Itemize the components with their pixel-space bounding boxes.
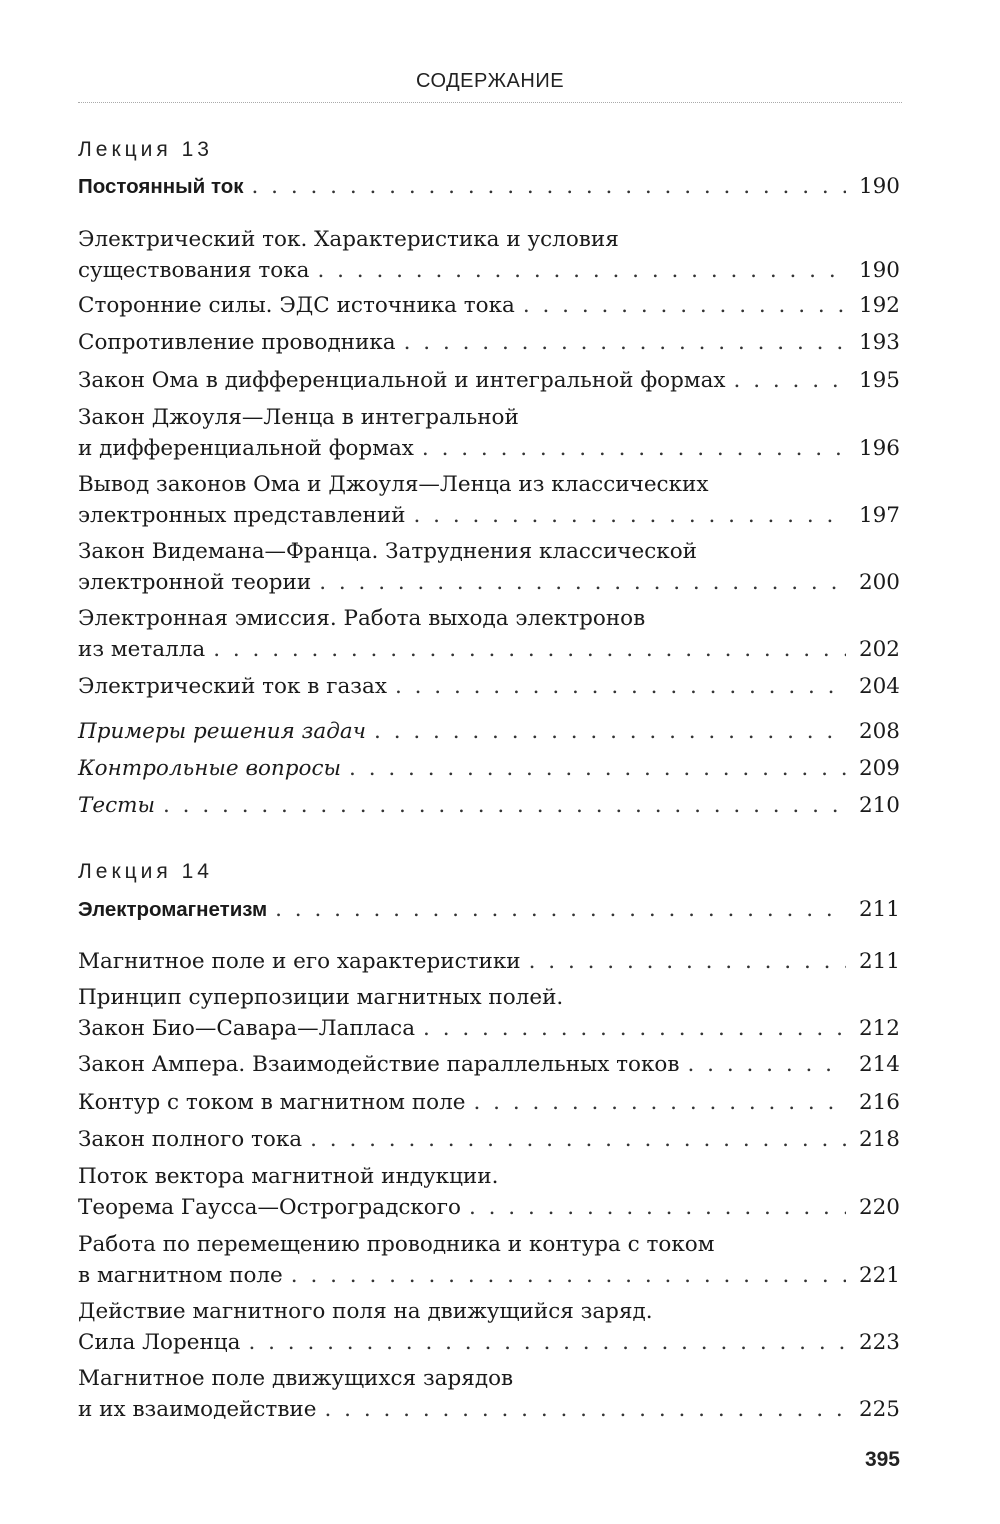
chapter-13-entry[interactable]: [78, 171, 900, 202]
toc-extra-entry[interactable]: [78, 790, 900, 821]
leader-dots: [688, 1049, 847, 1080]
chapter-title: Электромагнетизм: [78, 898, 268, 921]
leader-dots: [469, 1192, 846, 1223]
toc-entry[interactable]: [78, 1049, 900, 1080]
toc-extra-entry[interactable]: [78, 753, 900, 784]
entry-title: Электрический ток в газах: [78, 674, 387, 699]
page-ref: 195: [858, 368, 900, 393]
leader-dots: [213, 634, 846, 665]
toc-entry[interactable]: [78, 469, 900, 531]
leader-dots: [291, 1260, 846, 1291]
entry-title-line2: в магнитном поле: [78, 1263, 283, 1288]
page-ref: 209: [858, 756, 900, 781]
toc-entry[interactable]: [78, 982, 900, 1044]
page-ref: 190: [858, 258, 900, 283]
entry-title-line1: Работа по перемещению проводника и контура с током: [78, 1232, 715, 1257]
leader-dots: [319, 567, 846, 598]
entry-title-line1: Магнитное поле движущихся зарядов: [78, 1366, 514, 1391]
page-ref: 221: [858, 1263, 900, 1288]
entry-title: Контур с током в магнитном поле: [78, 1090, 466, 1115]
entry-title-line1: Закон Видемана—Франца. Затруднения классической: [78, 539, 697, 564]
leader-dots: [248, 1327, 846, 1358]
page-ref: 200: [858, 570, 900, 595]
entry-title-line2: и дифференциальной формах: [78, 436, 414, 461]
page-ref: 211: [858, 949, 900, 974]
chapter-14-entry[interactable]: [78, 894, 900, 925]
toc-entry[interactable]: [78, 1363, 900, 1425]
page-header: СОДЕРЖАНИЕ: [415, 70, 565, 92]
page-ref: 208: [858, 719, 900, 744]
toc-entry[interactable]: [78, 603, 900, 665]
entry-title: Сторонние силы. ЭДС источника тока: [78, 293, 515, 318]
page-ref: 220: [858, 1195, 900, 1220]
toc-entry[interactable]: [78, 536, 900, 598]
leader-dots: [474, 1087, 847, 1118]
leader-dots: [163, 790, 846, 821]
page-ref: 197: [858, 503, 900, 528]
leader-dots: [413, 500, 846, 531]
leader-dots: [529, 946, 846, 977]
leader-dots: [324, 1394, 846, 1425]
entry-title-line2: из металла: [78, 637, 206, 662]
entry-title-line1: Электронная эмиссия. Работа выхода электронов: [78, 606, 646, 631]
entry-title-line2: электронной теории: [78, 570, 312, 595]
entry-title-line2: и их взаимодействие: [78, 1397, 317, 1422]
toc-entry[interactable]: [78, 224, 900, 286]
entry-title-line2: электронных представлений: [78, 503, 406, 528]
leader-dots: [734, 365, 846, 396]
page-ref: 190: [858, 174, 900, 199]
toc-entry[interactable]: [78, 1087, 900, 1118]
toc-entry[interactable]: [78, 365, 900, 396]
toc-entry[interactable]: [78, 1161, 900, 1223]
leader-dots: [395, 671, 846, 702]
lecture-14-label: Лекция 14: [78, 860, 213, 883]
page-ref: 214: [858, 1052, 900, 1077]
toc-entry[interactable]: [78, 402, 900, 464]
toc-entry[interactable]: [78, 671, 900, 702]
leader-dots: [349, 753, 846, 784]
entry-title-line2: Закон Био—Савара—Лапласа: [78, 1016, 416, 1041]
entry-title: Закон Ома в дифференциальной и интегральной формах: [78, 368, 726, 393]
leader-dots: [523, 290, 846, 321]
toc-entry[interactable]: [78, 1124, 900, 1155]
leader-dots: [423, 1013, 846, 1044]
page-number: 395: [864, 1448, 900, 1471]
toc-entry[interactable]: [78, 1296, 900, 1358]
lecture-13-label: Лекция 13: [78, 138, 213, 161]
entry-title-line1: Принцип суперпозиции магнитных полей.: [78, 985, 564, 1010]
entry-title: Магнитное поле и его характеристики: [78, 949, 521, 974]
toc-entry[interactable]: [78, 946, 900, 977]
entry-title-line1: Вывод законов Ома и Джоуля—Ленца из классических: [78, 472, 709, 497]
extra-title: Контрольные вопросы: [78, 756, 342, 781]
page-ref: 218: [858, 1127, 900, 1152]
page-ref: 202: [858, 637, 900, 662]
leader-dots: [310, 1124, 846, 1155]
leader-dots: [252, 171, 847, 202]
page-ref: 212: [858, 1016, 900, 1041]
chapter-title: Постоянный ток: [78, 175, 244, 198]
toc-entry[interactable]: [78, 1229, 900, 1291]
page-ref: 211: [858, 897, 900, 922]
leader-dots: [317, 255, 846, 286]
page-ref: 204: [858, 674, 900, 699]
page-ref: 196: [858, 436, 900, 461]
page-ref: 193: [858, 330, 900, 355]
page-ref: 192: [858, 293, 900, 318]
leader-dots: [275, 894, 846, 925]
header-divider: [78, 102, 902, 103]
entry-title-line2: Теорема Гаусса—Остроградского: [78, 1195, 461, 1220]
toc-entry[interactable]: [78, 327, 900, 358]
page-ref: 225: [858, 1397, 900, 1422]
entry-title: Закон полного тока: [78, 1127, 303, 1152]
entry-title-line1: Поток вектора магнитной индукции.: [78, 1164, 499, 1189]
extra-title: Тесты: [78, 793, 156, 818]
page-ref: 210: [858, 793, 900, 818]
entry-title-line1: Действие магнитного поля на движущийся заряд.: [78, 1299, 653, 1324]
entry-title-line2: существования тока: [78, 258, 310, 283]
toc-extra-entry[interactable]: [78, 716, 900, 747]
page-ref: 216: [858, 1090, 900, 1115]
entry-title-line1: Закон Джоуля—Ленца в интегральной: [78, 405, 519, 430]
entry-title: Сопротивление проводника: [78, 330, 396, 355]
entry-title-line2: Сила Лоренца: [78, 1330, 241, 1355]
entry-title: Закон Ампера. Взаимодействие параллельных токов: [78, 1052, 680, 1077]
leader-dots: [404, 327, 846, 358]
entry-title-line1: Электрический ток. Характеристика и условия: [78, 227, 619, 252]
extra-title: Примеры решения задач: [78, 719, 367, 744]
leader-dots: [374, 716, 846, 747]
leader-dots: [422, 433, 846, 464]
toc-entry[interactable]: [78, 290, 900, 321]
page-ref: 223: [858, 1330, 900, 1355]
